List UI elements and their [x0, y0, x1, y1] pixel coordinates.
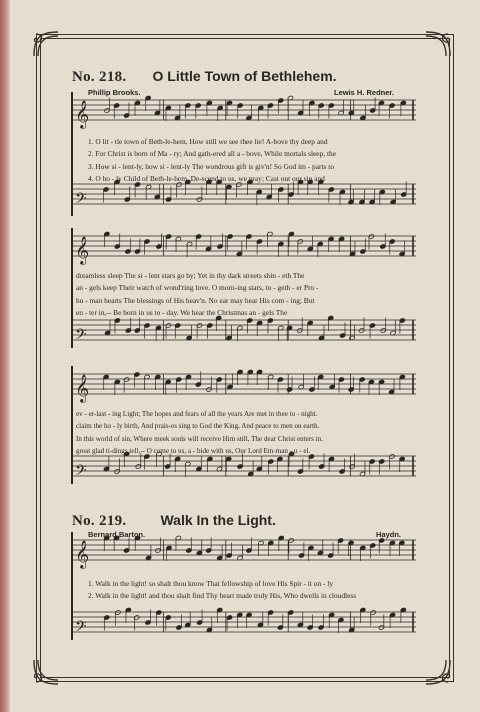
music-staff	[72, 604, 416, 644]
clef-glyph: 𝄞	[75, 374, 90, 402]
corner-ornament-bottom-right	[422, 656, 454, 688]
verse-line: great glad ti-dings tell,-- O come to us, a - bide with us, Our Lord Em-man - u - el.	[76, 446, 311, 455]
clef-glyph: 𝄞	[75, 540, 90, 568]
clef-glyph: 𝄢	[75, 618, 87, 639]
verse-line: 1. Walk in the light! so shalt thou know That fellowship of love His Spir - it on - ly	[88, 579, 334, 588]
clef-glyph: 𝄞	[75, 100, 90, 128]
hymn-composer: Haydn.	[376, 530, 402, 539]
system-bracket	[71, 92, 73, 216]
hymn-author: Phillip Brooks.	[88, 88, 141, 97]
book-spine-edge	[0, 0, 10, 712]
verse-line: an - gels keep Their watch of wond'ring love. O morn-ing stars, to - geth - er Pro -	[76, 283, 319, 293]
hymn-218-verses-line-1	[88, 136, 336, 185]
system-bracket	[71, 228, 73, 348]
hymn-219-header	[72, 512, 276, 530]
hymn-title: Walk In the Light.	[160, 512, 276, 528]
music-staff	[72, 228, 416, 268]
clef-glyph: 𝄞	[75, 236, 90, 264]
verse-line: 3. How si - lent-ly, how si - lent-ly The wondrous gift is giv'n! So God im - parts to	[88, 161, 335, 171]
verse-line: 4. O ho - ly Child of Beth-le-hem, De-scend to us, we pray; Cast out our sin and	[88, 173, 325, 183]
hymn-composer: Lewis H. Redner.	[334, 88, 395, 97]
clef-glyph: 𝄢	[75, 190, 87, 211]
music-staff	[72, 366, 416, 406]
hymn-number: No. 218.	[72, 69, 127, 85]
hymn-number: No. 219.	[72, 513, 127, 529]
verse-line: en - ter in,-- Be born in us to - day. We hear the Christmas an - gels The	[76, 307, 288, 317]
system-bracket	[71, 366, 73, 484]
clef-glyph: 𝄢	[75, 462, 87, 483]
hymn-title: O Little Town of Bethlehem.	[152, 68, 337, 84]
verse-line: claim the ho - ly birth, And prais-es sing to God the King, And peace to men on earth.	[76, 422, 320, 431]
verse-line: dreamless sleep The si - lent stars go by; Yet in thy dark streets shin - eth The	[76, 271, 305, 280]
hymn-218-verses-line-2	[76, 270, 319, 319]
verse-line: 2. For Christ is born of Ma - ry; And gath-ered all a - bove, While mortals sleep, the	[88, 149, 337, 159]
corner-ornament-top-right	[422, 28, 454, 60]
system-bracket	[71, 532, 73, 640]
hymn-218-verses-line-3	[76, 408, 323, 457]
verse-line: 2. Walk in the light! and thou shalt find Thy heart made truly His, Who dwells in cloudless	[88, 591, 357, 601]
hymn-219-verses-line-1	[88, 578, 356, 603]
corner-ornament-bottom-left	[30, 656, 62, 688]
clef-glyph: 𝄢	[75, 326, 87, 347]
verse-line: hu - man hearts The blessings of His heav'n. No ear may hear His com - ing; But	[76, 295, 315, 305]
hymn-218-header	[72, 68, 337, 86]
corner-ornament-top-left	[30, 28, 62, 60]
verse-line: In this world of sin, Where meek souls will receive Him still, The dear Christ enters in.	[76, 434, 323, 443]
verse-line: ev - er-last - ing Light; The hopes and fears of all the years Are met in thee to - night.	[76, 410, 318, 418]
hymn-author: Bernard Barton.	[88, 530, 146, 539]
music-staff	[72, 92, 416, 132]
verse-line: 1. O lit - tle town of Beth-le-hem, How still we see thee lie! A-bove thy deep and	[88, 137, 328, 146]
